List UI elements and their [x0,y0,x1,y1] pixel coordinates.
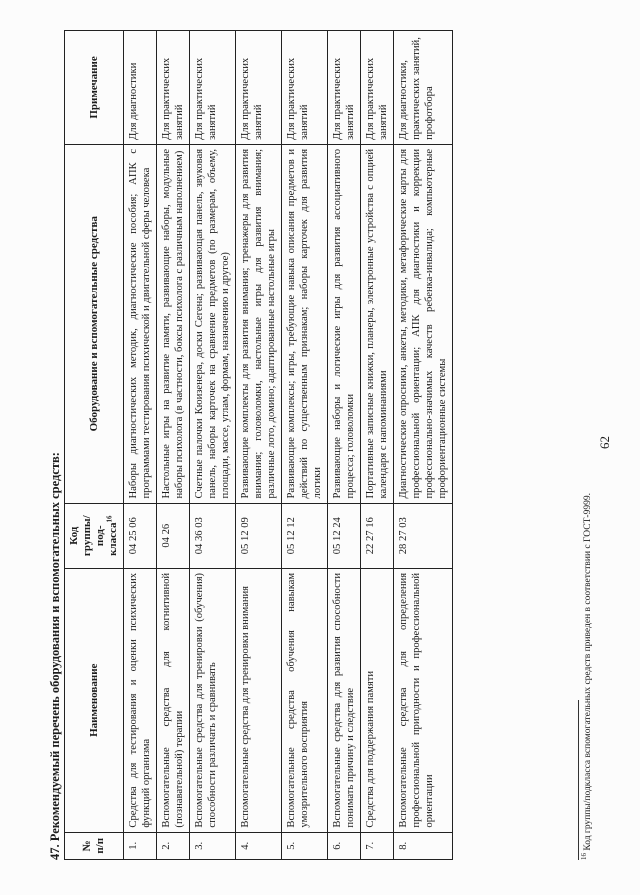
table-row [124,31,157,860]
cell-name: Вспомогательные средства для когнитивной (познавательной) терапии [157,568,190,832]
cell-equipment: Диагностические опросники, анкеты, методики, метафорические карты для профессиональной ориентации; АПК для диагностики и коррекции профессионально-значимых качеств ребенка-инвалида; компьютерные профориентационные системы [394,144,453,503]
rotated-content [48,25,612,860]
cell-name: Вспомогательные средства для определения профессиональной пригодности и профессиональной ориентации [394,568,453,832]
cell-equipment: Счетные палочки Кюизенера, доски Сегена; развивающая панель, звуковая панель, наборы карточек на сравнение предметов (по размерам, объему, площади, массе, углам, формам, назначению и другое) [190,144,236,503]
cell-equipment: Развивающие наборы и логические игры для развития ассоциативного процесса; головоломки [328,144,361,503]
cell-num: 3. [190,832,236,859]
cell-num: 1. [124,832,157,859]
cell-code: 05 12 24 [328,503,361,568]
cell-equipment: Портативные записные книжки, планеры, электронные устройства с опцией календаря с напоминаниями [361,144,394,503]
section-heading: 47. Рекомендуемый перечень оборудования и вспомогательных средств: [48,452,62,860]
cell-name: Вспомогательные средства для тренировки (обучения) способности различать и сравнивать [190,568,236,832]
cell-name: Вспомогательные средства для развития способности понимать причину и следствие [328,568,361,832]
header-equipment: Оборудование и вспомогательные средства [65,144,124,503]
cell-name: Средства для тестирования и оценки психических функций организма [124,568,157,832]
table-row [282,31,328,860]
cell-name: Вспомогательные средства обучения навыкам умозрительного восприятия [282,568,328,832]
header-num: № п/п [65,832,124,859]
cell-name: Средства для поддержания памяти [361,568,394,832]
cell-num: 2. [157,832,190,859]
cell-note: Для практических занятий [282,31,328,145]
header-name: Наименование [65,568,124,832]
table-row [394,31,453,860]
cell-code: 05 12 09 [236,503,282,568]
header-code-footnote-ref: 16 [105,515,114,523]
cell-note: Для практических занятий [190,31,236,145]
table-row [236,31,282,860]
cell-note: Для практических занятий [236,31,282,145]
cell-code: 28 27 03 [394,503,453,568]
footnote-text: Код группы/подкласса вспомогательных средств приведен в соответствии с ГОСТ-9999. [583,493,593,853]
header-note: Примечание [65,31,124,145]
cell-equipment: Развивающие комплексы; игры, требующие навыка описания предметов и действий по существенным признакам; наборы карточек для развития логики [282,144,328,503]
cell-equipment: Наборы диагностических методик, диагностические пособия; АПК с программами тестирования психической и двигательной сферы человека [124,144,157,503]
cell-num: 4. [236,832,282,859]
cell-code: 22 27 16 [361,503,394,568]
cell-code: 05 12 12 [282,503,328,568]
footnote [579,25,593,860]
cell-equipment: Настольные игры на развитие памяти, развивающие наборы, модульные наборы психолога (в частности, боксы психолога с различным наполнением) [157,144,190,503]
cell-name: Вспомогательные средства для тренировки внимания [236,568,282,832]
cell-note: Для диагностики [124,31,157,145]
cell-note: Для практических занятий [328,31,361,145]
cell-code: 04 36 03 [190,503,236,568]
cell-code: 04 25 06 [124,503,157,568]
cell-note: Для диагностики, практических занятий, профотбора [394,31,453,145]
cell-code: 04 26 [157,503,190,568]
table-row [328,31,361,860]
cell-equipment: Развивающие комплекты для развития внимания; тренажеры для развития внимания; головоломки, настольные игры для развития внимания; различные лото, домино; адаптированные настольные игры [236,144,282,503]
footnote-marker: 16 [579,853,588,860]
cell-note: Для практических занятий [361,31,394,145]
table-row [157,31,190,860]
footnote-divider [578,700,579,860]
equipment-table [64,30,453,860]
header-code [65,503,124,568]
cell-num: 8. [394,832,453,859]
cell-num: 5. [282,832,328,859]
header-code-text: Код группы/под-класса [68,515,119,557]
table-header-row [65,31,124,860]
page-number: 62 [597,436,612,449]
cell-note: Для практических занятий [157,31,190,145]
table-row [190,31,236,860]
table-row [361,31,394,860]
cell-num: 6. [328,832,361,859]
cell-num: 7. [361,832,394,859]
